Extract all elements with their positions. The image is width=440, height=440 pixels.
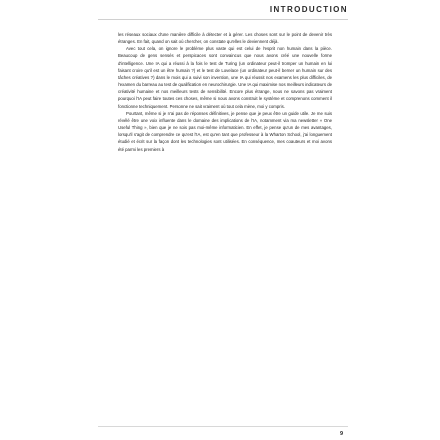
paragraph: Avec tout cela, on ignore le problème plus vaste qui est celui de l'esprit non humain dans la pièce. Beaucoup de gens sensés et perspicaces sont convaincus que nous avons créé une nouvelle forme d'intelligence. Une IA qui a réussi à la fois le test de Turing (un ordinateur peut-il tromper un humain en lui faisant croire qu'il est un être humain ?) et le test de Lovelace (un ordinateur peut-il berner un humain sur des tâches créatives ?) dans le mois qui a suivi son invention, une IA qui réussit nos examens les plus difficiles, de l'examen du barreau au test de qualification en neurochirurgie. Une IA qui maximise nos meilleurs indicateurs de créativité humaine et nos meilleurs tests de sensibilité. Encore plus étrange, nous ne savons pas vraiment pourquoi l'IA peut faire toutes ces choses, même si nous avons construit le système et comprenons comment il fonctionne techniquement. Personne ne sait vraiment où tout cela mène, moi y compris. bbox=[118, 46, 332, 109]
running-header bbox=[98, 5, 348, 20]
body-text bbox=[118, 31, 332, 153]
chapter-title: INTRODUCTION bbox=[269, 5, 348, 14]
footer-divider bbox=[98, 426, 348, 427]
paragraph: les réseaux sociaux d'une manière difficile à détecter et à gérer. Les choses sont sur le point de devenir très étranges. En fait, quand on sait où chercher, on constate qu'elles le deviennent déjà. bbox=[118, 32, 332, 45]
paragraph: Pourtant, même si je n'ai pas de réponses définitives, je pense que je peux être un guide utile. Je me suis révélé être une voix influente dans le domaine des implications de l'IA, notamment via ma newsletter « One Useful Thing », bien que je ne sois pas moi-même informaticien. En effet, je pense qu'un de mes avantages, lorsqu'il s'agit de comprendre ce qu'est l'IA, est qu'en tant que professeur à la Wharton School, j'ai longuement étudié et écrit sur la façon dont les technologies sont utilisées. En conséquence, mes coauteurs et moi avons été parmi les premiers à bbox=[118, 110, 332, 152]
page-number: 9 bbox=[339, 431, 343, 437]
